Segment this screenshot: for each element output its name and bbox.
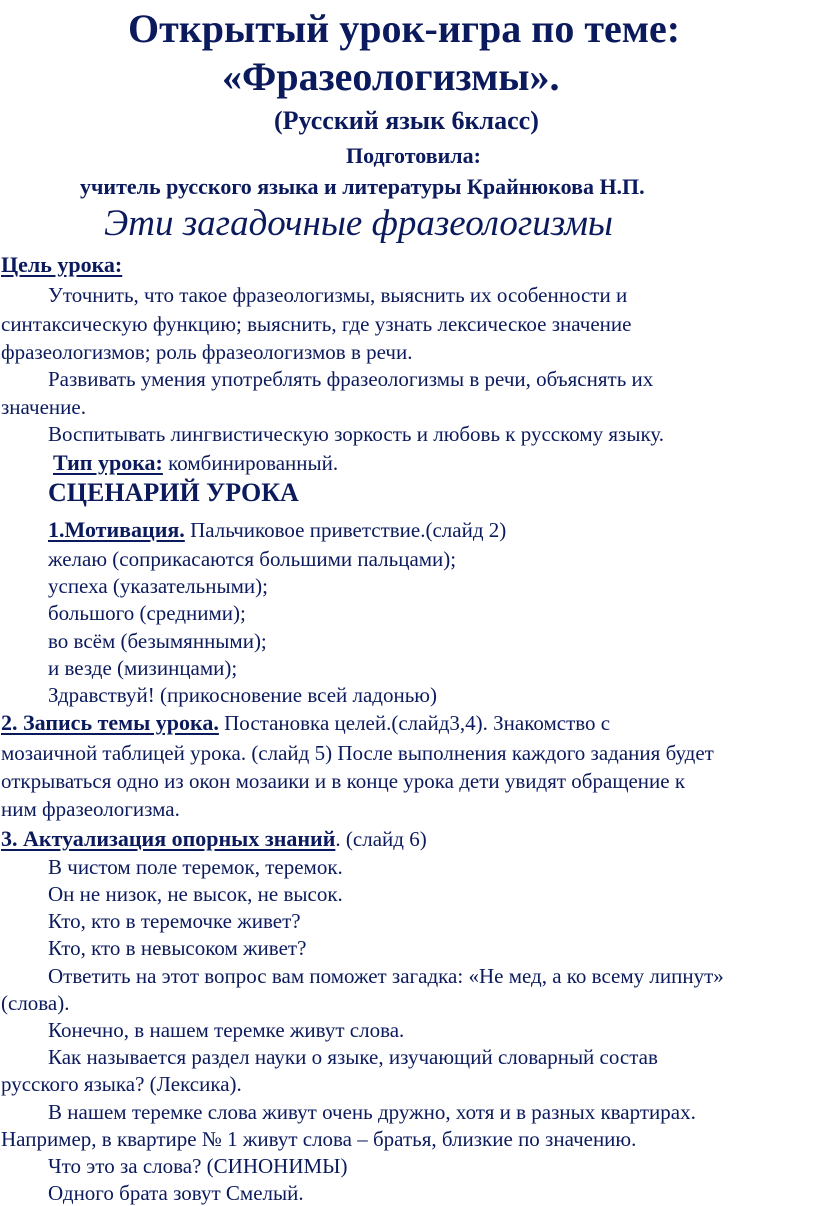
goal-line: Воспитывать лингвистическую зоркость и любовь к русскому языку. [48,422,665,446]
title-line-1: Открытый урок-игра по теме: [128,6,681,51]
goal-line: значение. [1,395,86,419]
section2-line: открываться одно из окон мозаики и в конце урока дети увидят обращение к [1,769,686,793]
section3-line: Он не низок, не высок, не высок. [48,882,343,906]
section3-label: 3. Актуализация опорных знаний [1,826,336,851]
section3-line: Что это за слова? (СИНОНИМЫ) [48,1154,348,1178]
section1-row [48,517,506,543]
section1-line: успеха (указательными); [48,574,268,598]
italic-heading: Эти загадочные фразеологизмы [104,203,613,244]
section1-line: большого (средними); [48,601,246,625]
section1-label: 1.Мотивация. [48,517,185,542]
goal-line: синтаксическую функцию; выяснить, где узнать лексическое значение [1,312,632,336]
section1-line: Здравствуй! (прикосновение всей ладонью) [48,683,437,707]
section3-line: В чистом поле теремок, теремок. [48,855,343,879]
section3-line: Например, в квартире № 1 живут слова – братья, близкие по значению. [1,1127,637,1151]
section3-line: (слова). [1,991,70,1015]
goal-line: Развивать умения употреблять фразеологизмы в речи, объяснять их [48,367,654,391]
section2-line: мозаичной таблицей урока. (слайд 5) После выполнения каждого задания будет [1,741,714,765]
section2-row [1,710,610,736]
scenario-heading: СЦЕНАРИЙ УРОКА [48,478,299,507]
section2-line: ним фразеологизма. [1,797,180,821]
goal-line: Уточнить, что такое фразеологизмы, выяснить их особенности и [48,283,628,307]
section3-line: Одного брата зовут Смелый. [48,1181,304,1205]
title-line-2: «Фразеологизмы». [222,54,560,99]
section3-line: Конечно, в нашем теремке живут слова. [48,1018,405,1042]
subtitle: (Русский язык 6класс) [274,106,539,135]
section1-text: Пальчиковое приветствие.(слайд 2) [184,518,507,542]
section3-line: Ответить на этот вопрос вам поможет загадка: «Не мед, а ко всему липнут» [48,964,724,988]
section1-line: и везде (мизинцами); [48,656,238,680]
lesson-type-value: комбинированный. [162,451,339,475]
section3-line: русского языка? (Лексика). [1,1072,242,1096]
author-line: учитель русского языка и литературы Крайнюкова Н.П. [80,174,645,199]
lesson-type-label: Тип урока: [53,450,163,475]
section1-line: желаю (соприкасаются большими пальцами); [48,547,457,571]
goal-label: Цель урока: [1,252,123,277]
section2-text: Постановка целей.(слайд3,4). Знакомство с [218,711,611,735]
goal-line: фразеологизмов; роль фразеологизмов в речи. [1,340,413,364]
section3-row [1,826,427,852]
section1-line: во всём (безымянными); [48,629,267,653]
lesson-type-row [53,450,338,476]
prepared-label: Подготовила: [346,143,481,168]
section3-line: Кто, кто в невысоком живет? [48,936,307,960]
section3-line: Кто, кто в теремочке живет? [48,909,301,933]
section3-line: Как называется раздел науки о языке, изучающий словарный состав [48,1045,658,1069]
section3-text: . (слайд 6) [335,827,427,851]
section2-label: 2. Запись темы урока. [1,710,219,735]
section3-line: В нашем теремке слова живут очень дружно, хотя и в разных квартирах. [48,1100,696,1124]
